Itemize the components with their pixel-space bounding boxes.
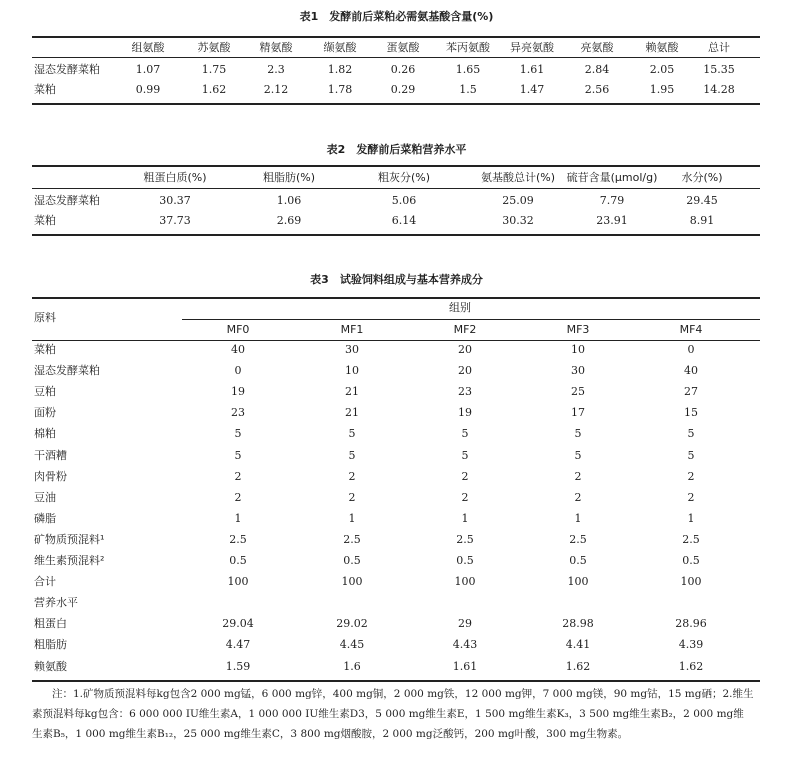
- table-cell: 100: [227, 575, 249, 588]
- table-cell: 1.75: [201, 63, 227, 76]
- column-header: 硫苷含量(μmol/g): [566, 171, 658, 184]
- table-cell: 1: [687, 512, 695, 525]
- table-cell: 1.62: [201, 83, 227, 96]
- table-cell: 4.43: [452, 638, 478, 651]
- table-cell: 30.37: [159, 194, 191, 207]
- table-cell: 2.84: [584, 63, 610, 76]
- table-cell: 14.28: [703, 83, 735, 96]
- column-header: MF1: [340, 323, 364, 336]
- table-cell: 2: [234, 491, 242, 504]
- table-cell: 28.96: [675, 617, 707, 630]
- column-header: 赖氨酸: [645, 41, 679, 54]
- table-cell: 2: [348, 470, 356, 483]
- row-label: 菜粕: [34, 214, 56, 227]
- row-label: 粗脂肪: [34, 638, 67, 651]
- table-note-line: 生素B₅，1 000 mg维生素B₁₂，25 000 mg维生素C，3 800 mg烟酸胺，2 000 mg泛酸钙，200 mg叶酸，300 mg生物素。: [32, 728, 629, 740]
- column-header: 苯丙氨酸: [446, 41, 490, 54]
- row-label: 合计: [34, 575, 56, 588]
- table-cell: 0.29: [390, 83, 416, 96]
- table-cell: 19: [231, 385, 245, 398]
- row-label: 营养水平: [34, 596, 78, 609]
- row-label: 维生素预混料²: [34, 554, 105, 567]
- table-cell: 1.65: [455, 63, 481, 76]
- table-cell: 0.99: [135, 83, 161, 96]
- table-cell: 23.91: [596, 214, 628, 227]
- column-header: MF4: [679, 323, 703, 336]
- table-cell: 2.12: [263, 83, 289, 96]
- table-cell: 1.6: [343, 660, 361, 673]
- table-cell: 1.06: [276, 194, 302, 207]
- table2-bottom-rule: [32, 234, 760, 236]
- column-header: 氨基酸总计(%): [480, 171, 556, 184]
- table2-top-rule: [32, 165, 760, 167]
- table-cell: 1: [234, 512, 242, 525]
- table-cell: 15.35: [703, 63, 735, 76]
- table-cell: 1.59: [225, 660, 251, 673]
- table-cell: 30: [571, 364, 585, 377]
- table-cell: 25: [571, 385, 585, 398]
- table-cell: 5: [461, 427, 469, 440]
- row-label: 湿态发酵菜粕: [34, 194, 100, 207]
- row-label: 磷脂: [34, 512, 56, 525]
- table-cell: 2.5: [229, 533, 247, 546]
- table-cell: 0: [687, 343, 695, 356]
- table-cell: [425, 594, 505, 612]
- row-label: 赖氨酸: [34, 660, 67, 673]
- table-cell: 100: [454, 575, 476, 588]
- table-cell: 1: [574, 512, 582, 525]
- table-cell: 29.04: [222, 617, 254, 630]
- table-cell: 2: [574, 470, 582, 483]
- table-cell: 100: [341, 575, 363, 588]
- row-label: 矿物质预混料¹: [34, 533, 105, 546]
- row-label: 粗蛋白: [34, 617, 67, 630]
- table2-header-rule: [32, 188, 760, 189]
- table-cell: 100: [680, 575, 702, 588]
- table-cell: 29.45: [686, 194, 718, 207]
- table-cell: 2.3: [267, 63, 285, 76]
- table-cell: 2: [687, 470, 695, 483]
- table-cell: 17: [571, 406, 585, 419]
- table-cell: 40: [231, 343, 245, 356]
- table-cell: 40: [684, 364, 698, 377]
- table-cell: 2: [234, 470, 242, 483]
- table-cell: 5: [234, 449, 242, 462]
- table-cell: 1.47: [519, 83, 545, 96]
- table-cell: 1.5: [459, 83, 477, 96]
- table-cell: 2: [348, 491, 356, 504]
- table-cell: 30: [345, 343, 359, 356]
- table-cell: 2: [461, 470, 469, 483]
- column-header: 蛋氨酸: [386, 41, 420, 54]
- column-header: 水分(%): [681, 171, 723, 184]
- row-label: 豆油: [34, 491, 56, 504]
- table3-row-header: 原料: [34, 311, 56, 324]
- table-cell: 1.62: [678, 660, 704, 673]
- table-cell: 1.61: [519, 63, 545, 76]
- column-header: MF0: [226, 323, 250, 336]
- table-cell: 4.39: [678, 638, 704, 651]
- table-cell: 5: [461, 449, 469, 462]
- column-header: 精氨酸: [259, 41, 293, 54]
- table-cell: 0.5: [343, 554, 361, 567]
- table-cell: 1: [461, 512, 469, 525]
- table-cell: 10: [345, 364, 359, 377]
- table-cell: 2.69: [276, 214, 302, 227]
- column-header: MF3: [566, 323, 590, 336]
- table-cell: 23: [231, 406, 245, 419]
- table-cell: 5: [234, 427, 242, 440]
- table-cell: 0.5: [682, 554, 700, 567]
- table-cell: 4.47: [225, 638, 251, 651]
- table3-bottom-rule: [32, 680, 760, 682]
- row-label: 干酒糟: [34, 449, 67, 462]
- table-cell: 5: [687, 427, 695, 440]
- column-header: 总计: [708, 41, 730, 54]
- table-cell: 1.61: [452, 660, 478, 673]
- column-header: 苏氨酸: [197, 41, 231, 54]
- table-cell: 30.32: [502, 214, 534, 227]
- table-cell: 10: [571, 343, 585, 356]
- table-cell: 15: [684, 406, 698, 419]
- table-cell: 5: [348, 427, 356, 440]
- table-cell: 2: [461, 491, 469, 504]
- table-cell: 1.82: [327, 63, 353, 76]
- column-header: 亮氨酸: [580, 41, 614, 54]
- row-label: 菜粕: [34, 83, 56, 96]
- table-cell: [651, 594, 731, 612]
- table-cell: 23: [458, 385, 472, 398]
- table-cell: 4.41: [565, 638, 591, 651]
- table-cell: 2: [574, 491, 582, 504]
- table-cell: 2.5: [682, 533, 700, 546]
- table-cell: 5.06: [391, 194, 417, 207]
- table-cell: [198, 594, 278, 612]
- table-cell: 1.62: [565, 660, 591, 673]
- row-label: 肉骨粉: [34, 470, 67, 483]
- column-header: 组氨酸: [131, 41, 165, 54]
- table-cell: 27: [684, 385, 698, 398]
- table-cell: 29.02: [336, 617, 368, 630]
- table-cell: 5: [574, 427, 582, 440]
- row-label: 豆粕: [34, 385, 56, 398]
- table3-top-rule: [32, 297, 760, 299]
- table1-top-rule: [32, 36, 760, 38]
- table-cell: 0.5: [229, 554, 247, 567]
- table-cell: 2.5: [456, 533, 474, 546]
- table-cell: 2.5: [343, 533, 361, 546]
- table-cell: 0.26: [390, 63, 416, 76]
- row-label: 湿态发酵菜粕: [34, 63, 100, 76]
- table-cell: [538, 594, 618, 612]
- table-cell: 5: [687, 449, 695, 462]
- table-cell: 2.56: [584, 83, 610, 96]
- column-header: 粗脂肪(%): [262, 171, 316, 184]
- table-cell: 2.05: [649, 63, 675, 76]
- table-cell: 19: [458, 406, 472, 419]
- table-cell: 0.5: [569, 554, 587, 567]
- table-cell: 37.73: [159, 214, 191, 227]
- table-cell: 29: [458, 617, 472, 630]
- table-cell: 20: [458, 343, 472, 356]
- table-note-line: 注：1.矿物质预混料每kg包含2 000 mg锰，6 000 mg锌，400 mg铜，2 000 mg铁，12 000 mg钾，7 000 mg镁，90 mg钴，15 mg硒；2.维生: [52, 688, 754, 700]
- table-cell: 1.95: [649, 83, 675, 96]
- table-cell: 1.78: [327, 83, 353, 96]
- table-cell: 21: [345, 385, 359, 398]
- table-cell: 1: [348, 512, 356, 525]
- table-cell: 5: [348, 449, 356, 462]
- table-cell: 5: [574, 449, 582, 462]
- column-header: 异亮氨酸: [510, 41, 554, 54]
- row-label: 面粉: [34, 406, 56, 419]
- table-cell: 20: [458, 364, 472, 377]
- table-cell: 2: [687, 491, 695, 504]
- table-note-line: 素预混料每kg包含：6 000 000 IU维生素A，1 000 000 IU维生素D3，5 000 mg维生素E，1 500 mg维生素K₃，3 500 mg维生素B₂，2 000 mg维: [32, 708, 744, 720]
- table-cell: 4.45: [339, 638, 365, 651]
- column-header: MF2: [453, 323, 477, 336]
- table3-caption: 表3 试验饲料组成与基本营养成分: [310, 273, 483, 286]
- column-header: 粗灰分(%): [377, 171, 431, 184]
- table1-header-rule: [32, 57, 760, 58]
- table-cell: 28.98: [562, 617, 594, 630]
- column-header: 缬氨酸: [323, 41, 357, 54]
- column-header: 粗蛋白质(%): [143, 171, 207, 184]
- table-cell: 0.5: [456, 554, 474, 567]
- table-cell: 2.5: [569, 533, 587, 546]
- table2-caption: 表2 发酵前后菜粕营养水平: [326, 143, 467, 156]
- table3-group-rule: [182, 319, 760, 320]
- row-label: 棉粕: [34, 427, 56, 440]
- table-cell: 8.91: [689, 214, 715, 227]
- table1-caption: 表1 发酵前后菜粕必需氨基酸含量(%): [299, 10, 494, 23]
- table-cell: 100: [567, 575, 589, 588]
- table-cell: [312, 594, 392, 612]
- row-label: 菜粕: [34, 343, 56, 356]
- table-cell: 21: [345, 406, 359, 419]
- table-cell: 7.79: [599, 194, 625, 207]
- table-cell: 6.14: [391, 214, 417, 227]
- table3-group-header: 组别: [449, 301, 471, 314]
- table-cell: 0: [234, 364, 242, 377]
- table-cell: 25.09: [502, 194, 534, 207]
- table-cell: 1.07: [135, 63, 161, 76]
- table1-bottom-rule: [32, 103, 760, 105]
- row-label: 湿态发酵菜粕: [34, 364, 100, 377]
